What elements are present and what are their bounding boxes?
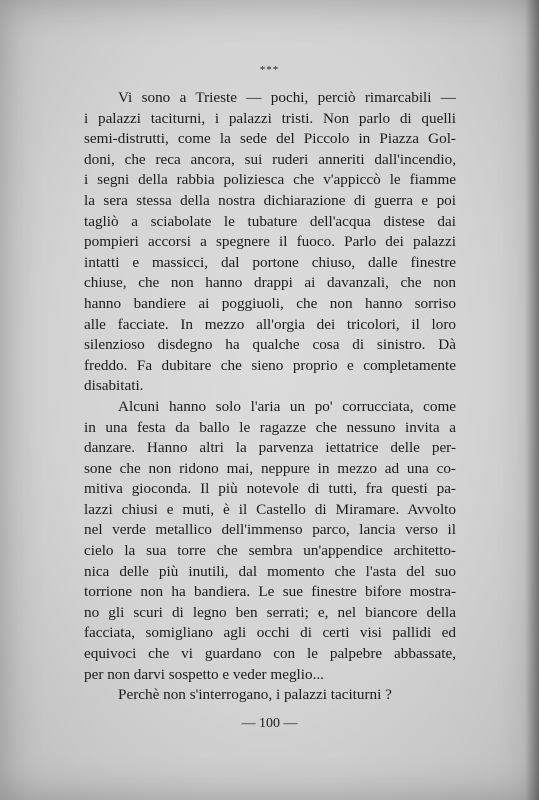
text-line: freddo. Fa dubitare che sieno proprio e completamente bbox=[84, 356, 456, 374]
text-line: per non darvi sospetto e veder meglio... bbox=[84, 665, 324, 683]
text-line: la sera stessa della nostra dichiarazione di guerra e poi bbox=[84, 191, 456, 209]
text-line: alle facciate. In mezzo all'orgia dei tricolori, il loro bbox=[84, 315, 456, 333]
text-line: doni, che reca ancora, sui ruderi anneriti dall'incendio, bbox=[84, 150, 456, 168]
text-line: torrione non ha bandiera. Le sue finestre bifore mostra- bbox=[84, 583, 456, 601]
text-line: sone che non ridono mai, neppure in mezzo ad una co- bbox=[84, 459, 456, 477]
text-line: danzare. Hanno altri la parvenza iettatrice delle per- bbox=[84, 439, 456, 457]
body-text bbox=[84, 88, 456, 706]
text-line: lazzi chiusi e muti, è il Castello di Miramare. Avvolto bbox=[84, 500, 456, 518]
text-line: chiuse, che non hanno drappi ai davanzali, che non bbox=[84, 274, 456, 292]
text-line: nica delle più inutili, dal momento che l'asta del suo bbox=[84, 562, 456, 580]
paragraph bbox=[84, 397, 456, 685]
text-line: cielo la sua torre che sembra un'appendice architetto- bbox=[84, 542, 456, 560]
text-line: semi-distrutti, come la sede del Piccolo in Piazza Gol- bbox=[84, 130, 456, 148]
text-line: Vi sono a Trieste — pochi, perciò rimarcabili — bbox=[118, 89, 456, 106]
text-line: tagliò a sciabolate le tubature dell'acqua distese dai bbox=[84, 212, 456, 230]
text-line: i segni della rabbia poliziesca che v'appiccò le fiamme bbox=[84, 171, 456, 189]
text-line: hanno bandiere ai poggiuoli, che non hanno sorriso bbox=[84, 294, 456, 312]
page-edge-shadow bbox=[525, 0, 539, 800]
paragraph bbox=[84, 88, 456, 397]
text-line: nel verde metallico dell'immenso parco, lancia verso il bbox=[84, 521, 456, 539]
text-line: facciata, somigliano agli occhi di certi visi pallidi ed bbox=[84, 624, 456, 642]
text-line: in una festa da ballo le ragazze che nessuno invita a bbox=[84, 418, 456, 436]
text-line: disabitati. bbox=[84, 377, 144, 395]
text-line: mitiva gioconda. Il più notevole di tutti, fra questi pa- bbox=[84, 480, 456, 498]
text-line: silenzioso disdegno ha qualche cosa di sinistro. Dà bbox=[84, 336, 456, 354]
text-line: pompieri accorsi a spegnere il fuoco. Parlo dei palazzi bbox=[84, 233, 456, 251]
section-ornament: *** bbox=[259, 64, 280, 76]
text-line: i palazzi taciturni, i palazzi tristi. Non parlo di quelli bbox=[84, 109, 456, 127]
paragraph bbox=[84, 685, 456, 706]
text-line: no gli scuri di legno ben serrati; e, nel biancore della bbox=[84, 603, 456, 621]
text-line: intatti e massicci, dal portone chiuso, dalle finestre bbox=[84, 253, 456, 271]
page-number: — 100 — bbox=[241, 716, 298, 731]
text-line: equivoci che vi guardano con le palpebre abbassate, bbox=[84, 645, 456, 663]
text-line: Perchè non s'interrogano, i palazzi taciturni ? bbox=[118, 686, 392, 704]
text-line: Alcuni hanno solo l'aria un po' corrucciata, come bbox=[118, 397, 456, 415]
